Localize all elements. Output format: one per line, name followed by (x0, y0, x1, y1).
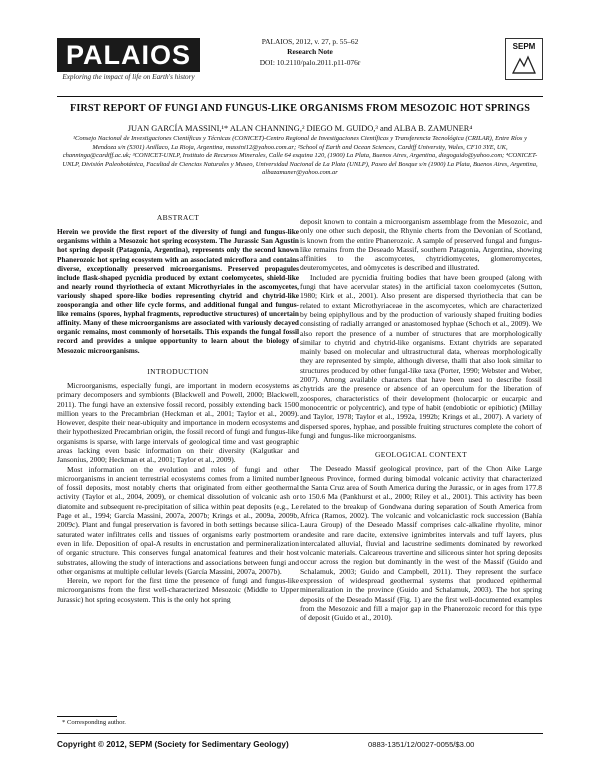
journal-logo (57, 38, 200, 92)
issn-line: 0883-1351/12/0027-0055/$3.00 (368, 740, 475, 749)
journal-logo-text: PALAIOS (57, 38, 200, 72)
society-logo-text: SEPM (512, 42, 536, 51)
intro-paragraph-continued: deposit known to contain a microorganism assemblage from the Mesozoic, and only one other such deposit, the Rhynie cherts from the Devonian of Scotland, is known from the entire Phanerozoic. A sample of preserved fungal and fungus-like remains from the Deseado Massif, southern Patagonia, Argentina, showing affinities to the ascomycetes, chytridiomycetes, glomeromycetes, deuteromycetes, and oömycetes is described and illustrated. (300, 217, 542, 273)
copyright-notice: Copyright © 2012, SEPM (Society for Sedimentary Geology) (57, 740, 289, 749)
footnote-rule (57, 716, 117, 717)
intro-paragraph-1: Microorganisms, especially fungi, are important in modern ecosystems as primary decomposers and symbionts (Blackwell and Powell, 2000; Blackwell, 2011). The fungi have an extensive fossil record, possibly extending back 1500 million years to the Precambrian (Heckman et al., 2001; Taylor et al., 2009). However, despite their near-ubiquity and importance in modern ecosystems and their hypothesized Precambrian origin, the fossil record of fungi and fungus-like organisms is sparse, with large intervals of geological time and vast geographic areas lacking even basic information on their diversity (Kalgutkar and Jansonius, 2000; Heckman et al., 2001; Taylor et al., 2009). (57, 380, 299, 465)
introduction-heading: INTRODUCTION (147, 366, 209, 376)
article-title: FIRST REPORT OF FUNGI AND FUNGUS-LIKE ORGANISMS FROM MESOZOIC HOT SPRINGS (70, 103, 530, 114)
journal-info (240, 37, 380, 68)
society-logo (505, 38, 543, 80)
header-rule (57, 96, 543, 97)
abstract-body: Herein we provide the first report of the diversity of fungi and fungus-like organisms within a Mesozoic hot spring ecosystem. The Jurassic San Agustín hot spring deposit (Patagonia, Argentina), represents only the second known Phanerozoic hot spring ecosystem with an associated microflora and contains diverse, exceptionally preserved microorganisms. Preserved propagules include flask-shaped pycnidia produced by extant coelomycetes, shield-like and nearly round thyriothecia of extant Microthyriales in the ascomycetes, variously shaped spore-like bodies representing chytrid and chytrid-like zoosporangia and other life cycle forms, and additional fungal and fungus-like remains (spores, hyphal fragments, reproductive structures) of uncertain affinity. Many of these microorganisms are associated with variously decayed organic remains, most commonly of horsetails. This expands the fungal fossil record and provides a unique opportunity to learn about the biology of Mesozoic microorganisms. (57, 227, 299, 355)
author-list: JUAN GARCÍA MASSINI,¹* ALAN CHANNING,² DIEGO M. GUIDO,³ and ALBA B. ZAMUNER⁴ (127, 124, 473, 133)
intro-paragraph-2: Most information on the evolution and roles of fungi and other microorganisms in ancient terrestrial ecosystems comes from a limited number of fossil deposits, most notably cherts that originated from either geothermal activity (Taylor et al., 2004, 2009), or chemical dissolution of volcanic ash or diatomite and subsequent re-precipitation of silica within peat deposits (e.g., Le Page et al., 1994; García Massini, 2007a, 2007b; Krings et al., 2009a, 2009b, 2009c). Plant and fungal preservation is favored in both settings because silica-saturated water infiltrates cells and tissues of organisms early postmortem or even in life. Deposition of opal-A results in encrustation and permineralization of organic structure. This conserves fungal anatomical features and their host substrates, allowing the study of interactions and associations between fungi and other organisms at multiple cellular levels (García Massini, 2007a, 2007b). (57, 464, 299, 576)
doi: DOI: 10.2110/palo.2011.p11-076r (259, 57, 361, 67)
geological-context-heading: GEOLOGICAL CONTEXT (374, 450, 468, 460)
intro-paragraph-included: Included are pycnidia fruiting bodies that have been grouped (along with fungi that have acervular states) in the artificial taxon coelomycetes (Sutton, 1980; Kirk et al., 2001). Also present are dispersed thyriothecia that can be related to extant Microthyriaceae in the ascomycetes, which are characterized by being epiphyllous and by the production of variously shaped fruiting bodies consisting of radially arranged or anastomosed hyphae (Schoch et al., 2009). We also report the presence of a number of structures that are morphologically similar to chytrid and chytrid-like organisms. Extant chytrids are separated mainly based on molecular and ultrastructural data, whereas morphologically they are represented by simple, although diverse, thalli that also look similar to structures produced by other fungal-like taxa (Porter, 1990; Webster and Weber, 2007). Among available characters that have been used to describe fossil chytrids are the presence or absence of an operculum for the liberation of zoospores, characteristics of their development (holocarpic or eucarpic and monocentric or polycentric), and type of habit (endobiotic or epibiotic) (Millay and Taylor, 1978; Taylor et al., 1992a, 1992b; Krings et al., 2007). A variety of dispersed spores, hyphae, and possible fruiting structures complete the cohort of fungi and fungus-like microorganisms. (300, 272, 542, 440)
left-column (57, 213, 299, 604)
corresponding-author-footnote: * Corresponding author. (62, 719, 126, 726)
author-affiliations: ¹Consejo Nacional de Investigaciones Científicas y Técnicas (CONICET)-Centro Regional de Investigaciones Científicas y Transferencia Tecnológica (CRILAR), Entre Ríos y Mendoza s/n (5301) Anillaco, La Rioja, Argentina, massini12@yahoo.com.ar; ²School of Earth and Ocean Sciences, Cardiff University, Wales, CF10 3YE, UK, channinga@cardiff.ac.uk; ³CONICET-UNLP, Instituto de Recursos Minerales, Calle 64 esquina 120, (1900) La Plata, Buenos Aires, Argentina, diegoguido@yahoo.com; ⁴CONICET-UNLP, División Paleobotánica, Facultad de Ciencias Naturales y Museo, Universidad Nacional de La Plata (UNLP), Paseo del Bosque s/n (1900) La Plata, Buenos Aires, Argentina, albazamuner@yahoo.com.ar (62, 135, 538, 177)
journal-logo-tagline: Exploring the impact of life on Earth's history (62, 73, 195, 81)
journal-citation: PALAIOS, 2012, v. 27, p. 55–62 (261, 37, 359, 46)
abstract-heading: ABSTRACT (156, 213, 200, 222)
right-column (300, 217, 542, 622)
intro-paragraph-3: Herein, we report for the first time the presence of fungi and fungus-like microorganisms from the first well-characterized Mesozoic (Middle to Upper Jurassic) hot spring ecosystem. This is the only hot spring (57, 576, 299, 604)
society-emblem-icon (510, 53, 538, 77)
article-type: Research Note (287, 47, 333, 57)
footer-rule (57, 733, 543, 734)
geological-context-paragraph: The Deseado Massif geological province, part of the Chon Aike Large Igneous Province, formed during bimodal volcanic activity that characterized the Santa Cruz area of South America during the Jurassic, or in ages from 177.8 to 150.6 Ma (Pankhurst et al., 2000; Riley et al., 2001). This activity has been related to the breakup of Gondwana during separation of South America from Africa (Ramos, 2002). The volcanic and volcaniclastic rock succession (Bahía Laura Group) of the Deseado Massif comprises calc-alkaline rhyolite, minor andesite and rare dacite, extensive ignimbrites intervals and tuff layers, plus intercalated alluvial, fluvial and lacustrine sediments dominated by reworked volcanic materials. Calcareous travertine and siliceous sinter hot spring deposits occur across the region but dominantly in the west of the Massif (Guido and Schalamuk, 2003; Guido and Campbell, 2011). They represent the surface expression of widespread geothermal systems that produced epithermal mineralization in the province (Guido and Schalamuk, 2003). The hot spring deposits of the Deseado Massif (Fig. 1) are the first well-documented examples from the Mesozoic and fill a major gap in the Phanerozoic record for this type of deposit (Guido et al., 2010). (300, 464, 542, 623)
